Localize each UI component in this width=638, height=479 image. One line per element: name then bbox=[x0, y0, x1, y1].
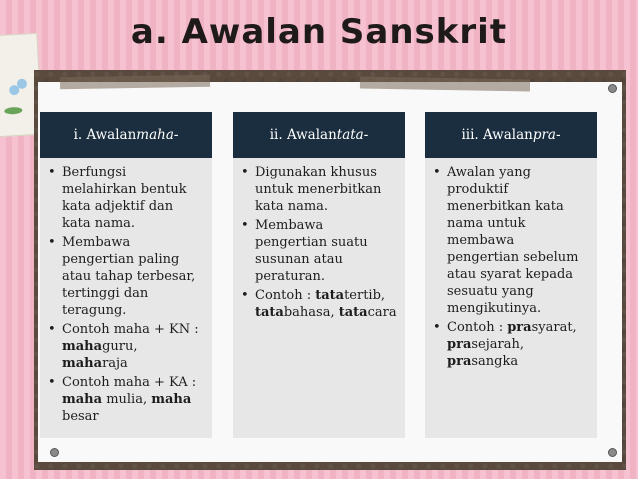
bullet-item: • Contoh : prasyarat, prasejarah, prasangka bbox=[431, 319, 589, 370]
bullet-item: • Berfungsi melahirkan bentuk kata adjektif dan kata nama. bbox=[46, 164, 204, 232]
pin-icon bbox=[608, 84, 617, 93]
header-affix: maha- bbox=[136, 127, 179, 143]
bold-prefix: maha bbox=[62, 356, 103, 371]
bullet-list bbox=[239, 164, 397, 321]
header-prefix: Awalan bbox=[483, 127, 533, 143]
bold-prefix: tata bbox=[338, 305, 368, 320]
bold-prefix: pra bbox=[447, 354, 472, 369]
column-header-tata bbox=[233, 112, 405, 158]
bold-prefix: tata bbox=[255, 305, 284, 320]
column-header-maha bbox=[40, 112, 212, 158]
bold-prefix: pra bbox=[507, 320, 532, 335]
slide-title: a. Awalan Sanskrit bbox=[130, 12, 508, 52]
bullet-item: • Membawa pengertian suatu susunan atau peraturan. bbox=[239, 217, 397, 285]
roman-numeral: iii. bbox=[461, 127, 479, 143]
bullet-item: • Contoh : tatatertib, tatabahasa, tatacara bbox=[239, 287, 397, 321]
bullet-item: • Membawa pengertian paling atau tahap terbesar, tertinggi dan teragung. bbox=[46, 234, 204, 319]
bold-prefix: maha bbox=[62, 339, 103, 354]
flower-icon bbox=[17, 78, 28, 89]
bullet-item: • Contoh maha + KA : maha mulia, maha besar bbox=[46, 374, 204, 425]
header-prefix: Awalan bbox=[86, 127, 137, 143]
roman-numeral: ii. bbox=[269, 127, 283, 143]
bold-prefix: maha bbox=[151, 392, 192, 407]
pin-icon bbox=[608, 448, 617, 457]
bold-prefix: pra bbox=[447, 337, 472, 352]
bold-prefix: tata bbox=[315, 288, 345, 303]
header-affix: pra- bbox=[532, 127, 561, 143]
column-body-maha bbox=[40, 158, 212, 438]
leaf-icon bbox=[4, 107, 22, 115]
bullet-item: • Awalan yang produktif menerbitkan kata nama untuk membawa pengertian sebelum atau syarat kepada sesuatu yang mengikutinya. bbox=[431, 164, 589, 317]
bullet-item: • Contoh maha + KN : mahaguru, maharaja bbox=[46, 321, 204, 372]
bullet-item: • Digunakan khusus untuk menerbitkan kata nama. bbox=[239, 164, 397, 215]
column-body-pra bbox=[425, 158, 597, 438]
pin-icon bbox=[50, 448, 59, 457]
bullet-list bbox=[431, 164, 589, 370]
header-prefix: Awalan bbox=[286, 127, 337, 143]
roman-numeral: i. bbox=[73, 127, 83, 143]
bullet-list bbox=[46, 164, 204, 425]
bold-prefix: maha bbox=[62, 392, 103, 407]
column-header-pra bbox=[425, 112, 597, 158]
column-body-tata bbox=[233, 158, 405, 438]
header-affix: tata- bbox=[336, 127, 369, 143]
